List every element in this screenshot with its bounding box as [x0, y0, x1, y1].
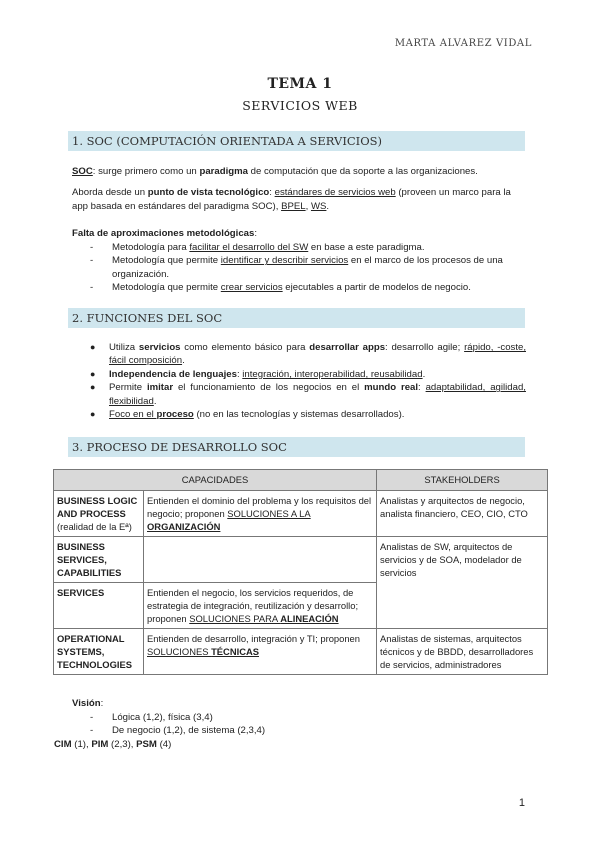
lack-title: Falta de aproximaciones metodológicas: [72, 228, 258, 239]
section-heading-3: 3. PROCESO DE DESARROLLO SOC [68, 437, 525, 457]
methodology-list [90, 241, 525, 295]
soc-definition: SOC: surge primero como un paradigma de computación que da soporte a las organizaciones. [72, 166, 478, 177]
list-item: - Metodología que permite identificar y describir servicios en el marco de los procesos de una organización. [90, 255, 503, 280]
vision-label: Visión [72, 698, 101, 709]
table-row: SERVICES Entienden el negocio, los servicios requeridos, de estrategia de integración, reutilización y desarrollo; proponen SOLUCIONES PARA ALINEACIÓN [54, 583, 548, 629]
list-item: ● Independencia de lenguajes: integración, interoperabilidad, reusabilidad. [90, 368, 426, 380]
soc-approach: Aborda desde un punto de vista tecnológico: estándares de servicios web (proveen un marco para la app basada en estándares del paradigma SOC), BPEL, WS. [72, 187, 511, 212]
vision-block: Visión: - Lógica (1,2), física (3,4) - De negocio (1,2), de sistema (2,3,4) [72, 697, 472, 738]
soc-process-table [53, 469, 548, 675]
table-row: OPERATIONAL SYSTEMS, TECHNOLOGIES Entienden de desarrollo, integración y TI; proponen SOLUCIONES TÉCNICAS Analistas de sistemas, arquitectos técnicos y de BBDD, desarrolladores de servicios, administradores [54, 629, 548, 675]
section-heading-1: 1. SOC (COMPUTACIÓN ORIENTADA A SERVICIOS) [68, 131, 525, 151]
author-name: MARTA ALVAREZ VIDAL [394, 38, 532, 49]
table-row: BUSINESS SERVICES, CAPABILITIES Analistas de SW, arquitectos de servicios y de SOA, modelador de servicios [54, 537, 548, 583]
list-item: - Metodología que permite crear servicios ejecutables a partir de modelos de negocio. [90, 282, 471, 294]
header-stakeholders: STAKEHOLDERS [377, 470, 548, 491]
section-heading-2: 2. FUNCIONES DEL SOC [68, 308, 525, 328]
list-item: - De negocio (1,2), de sistema (2,3,4) [90, 725, 266, 736]
list-item: - Lógica (1,2), física (3,4) [90, 711, 213, 723]
model-levels: CIM (1), PIM (2,3), PSM (4) [54, 739, 172, 750]
document-title: TEMA 1 [267, 76, 333, 92]
functions-list [90, 341, 526, 421]
table-row: BUSINESS LOGIC AND PROCESS (realidad de la Eª) Entienden el dominio del problema y los requisitos del negocio; proponen SOLUCIONES A LA ORGANIZACIÓN Analistas y arquitectos de negocio, analista financiero, CEO, CIO, CTO [54, 491, 548, 537]
page-number: 1 [518, 797, 525, 809]
soc-term: SOC [72, 166, 93, 177]
header-capacidades: CAPACIDADES [54, 470, 377, 491]
list-item: ● Foco en el proceso (no en las tecnologías y sistemas desarrollados). [90, 409, 405, 421]
list-item: ● Permite imitar el funcionamiento de los negocios en el mundo real: adaptabilidad, agilidad, flexibilidad. [90, 382, 526, 407]
document-subtitle: SERVICIOS WEB [242, 98, 358, 113]
table-header-row [54, 470, 548, 491]
list-item: - Metodología para facilitar el desarrollo del SW en base a este paradigma. [90, 242, 425, 253]
list-item: ● Utiliza servicios como elemento básico para desarrollar apps: desarrollo agile; rápido, -coste, fácil composición. [90, 342, 526, 367]
